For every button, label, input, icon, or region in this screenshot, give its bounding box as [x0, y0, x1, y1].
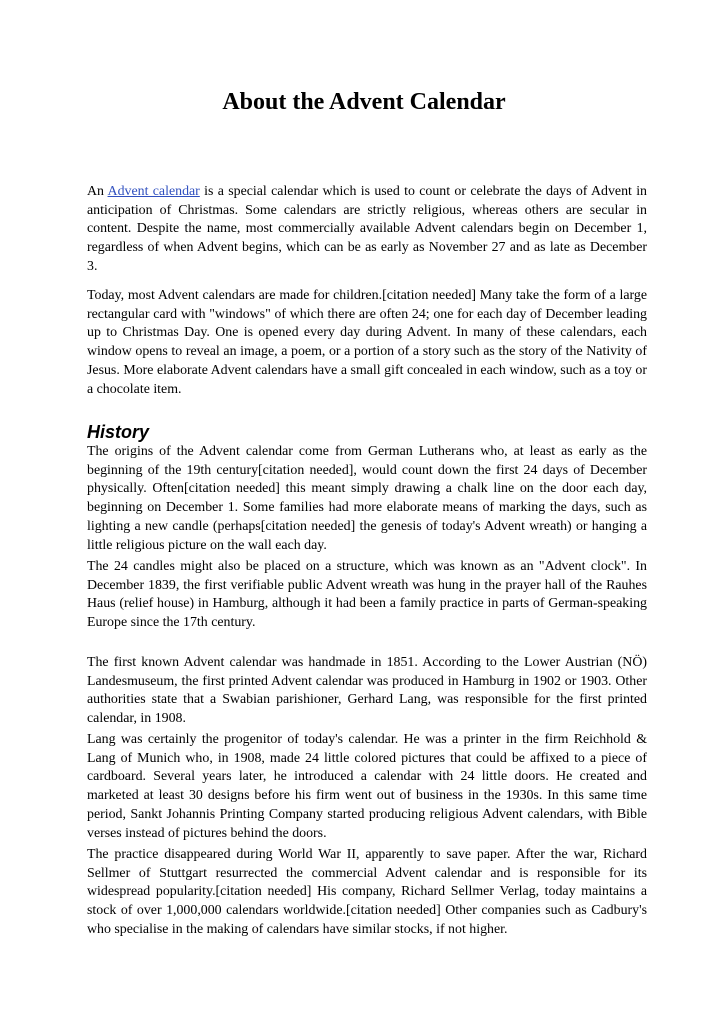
document-title: About the Advent Calendar: [222, 89, 506, 115]
history-paragraph-4: Lang was certainly the progenitor of today's calendar. He was a printer in the firm Reichhold & Lang of Munich who, in 1908, made 24 little colored pictures that could be affixed to a piece of cardboard. Several years later, he introduced a calendar with 24 little doors. He created and marketed at least 30 designs before his firm went out of business in the 1930s. In this same time period, Sankt Johannis Printing Company started producing religious Advent calendars, with Bible verses instead of pictures behind the doors.: [87, 732, 647, 841]
intro-paragraph-1-text: is a special calendar which is used to count or celebrate the days of Advent in anticipation of Christmas. Some calendars are strictly religious, whereas others are secular in content. Despite the name, most commercially available Advent calendars begin on December 1, regardless of when Advent begins, which can be as early as November 27 and as late as December 3.: [87, 184, 648, 274]
history-paragraph-5: The practice disappeared during World War II, apparently to save paper. After the war, Richard Sellmer of Stuttgart resurrected the commercial Advent calendar and is responsible for its widespread popularity.[citation needed] His company, Richard Sellmer Verlag, today maintains a stock of over 1,000,000 calendars worldwide.[citation needed] Other companies such as Cadbury's who specialise in the making of calendars have similar stocks, if not higher.: [87, 847, 647, 937]
intro-paragraph-1-prefix: An: [87, 184, 108, 199]
intro-paragraph-1: [87, 183, 647, 277]
advent-calendar-link[interactable]: Advent calendar: [107, 184, 200, 199]
history-paragraph-1: The origins of the Advent calendar come from German Lutherans who, at least as early as the beginning of the 19th century[citation needed], would count down the first 24 days of December physically. Often[citation needed] this meant simply drawing a chalk line on the door each day, beginning on December 1. Some families had more elaborate means of marking the days, such as lighting a new candle (perhaps[citation needed] the genesis of today's Advent wreath) or hanging a little religious picture on the wall each day.: [87, 444, 647, 553]
history-paragraph-2: The 24 candles might also be placed on a structure, which was known as an "Advent clock". In December 1839, the first verifiable public Advent wreath was hung in the prayer hall of the Rauhes Haus (relief house) in Hamburg, although it had been a family practice in parts of German-speaking Europe since the 17th century.: [87, 559, 647, 631]
intro-paragraph-2: Today, most Advent calendars are made for children.[citation needed] Many take the form of a large rectangular card with "windows" of which there are often 24; one for each day of December leading up to Christmas Day. One is opened every day during Advent. In many of these calendars, each window opens to reveal an image, a poem, or a portion of a story such as the story of the Nativity of Jesus. More elaborate Advent calendars have a small gift concealed in each window, such as a toy or a chocolate item.: [87, 288, 647, 397]
history-paragraph-3: The first known Advent calendar was handmade in 1851. According to the Lower Austrian (NÖ) Landesmuseum, the first printed Advent calendar was produced in Hamburg in 1902 or 1903. Other authorities state that a Swabian parishioner, Gerhard Lang, was responsible for the first printed calendar, in 1908.: [87, 655, 647, 727]
history-heading: History: [87, 422, 150, 442]
